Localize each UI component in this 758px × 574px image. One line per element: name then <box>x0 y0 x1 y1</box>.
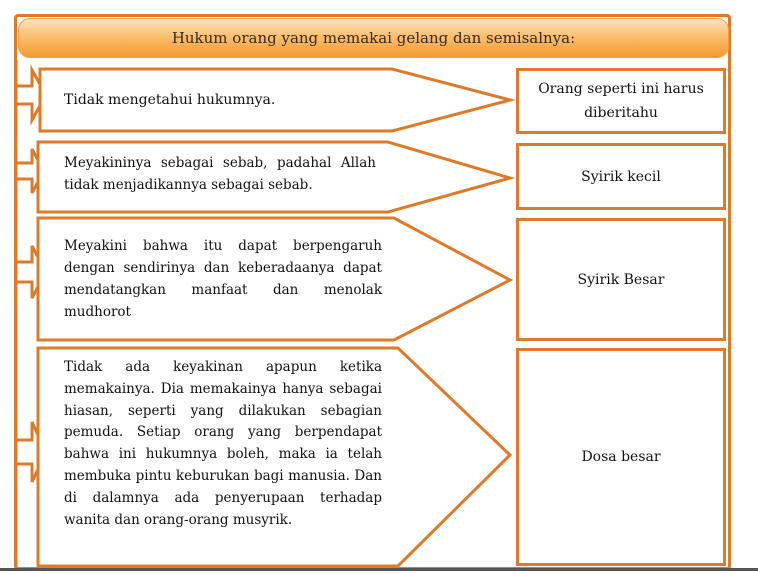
bottom-rule <box>0 568 758 571</box>
condition-text-4: Tidak ada keyakinan apapun ketika memakainya. Dia memakainya hanya sebagai hiasan, seperti yang dilakukan sebagian pemuda. Setiap orang yang berpendapat bahwa ini hukumnya boleh, maka ia telah membuka pintu keburukan bagi manusia. Dan di dalamnya ada penyerupaan terhadap wanita dan orang-orang musyrik. <box>64 359 382 528</box>
ruling-box-4: Dosa besar <box>516 348 726 566</box>
ruling-box-2: Syirik kecil <box>516 143 726 210</box>
ruling-box-3: Syirik Besar <box>516 218 726 341</box>
ruling-box-1: Orang seperti ini harus diberitahu <box>516 68 726 134</box>
condition-text-2: Meyakininya sebagai sebab, padahal Allah tidak menjadikannya sebagai sebab. <box>64 155 376 193</box>
condition-text-1: Tidak mengetahui hukumnya. <box>64 92 276 108</box>
condition-text-3: Meyakini bahwa itu dapat berpengaruh dengan sendirinya dan keberadaanya dapat mendatangkan manfaat dan menolak mudhorot <box>64 238 382 320</box>
diagram-title: Hukum orang yang memakai gelang dan semisalnya: <box>18 18 729 58</box>
